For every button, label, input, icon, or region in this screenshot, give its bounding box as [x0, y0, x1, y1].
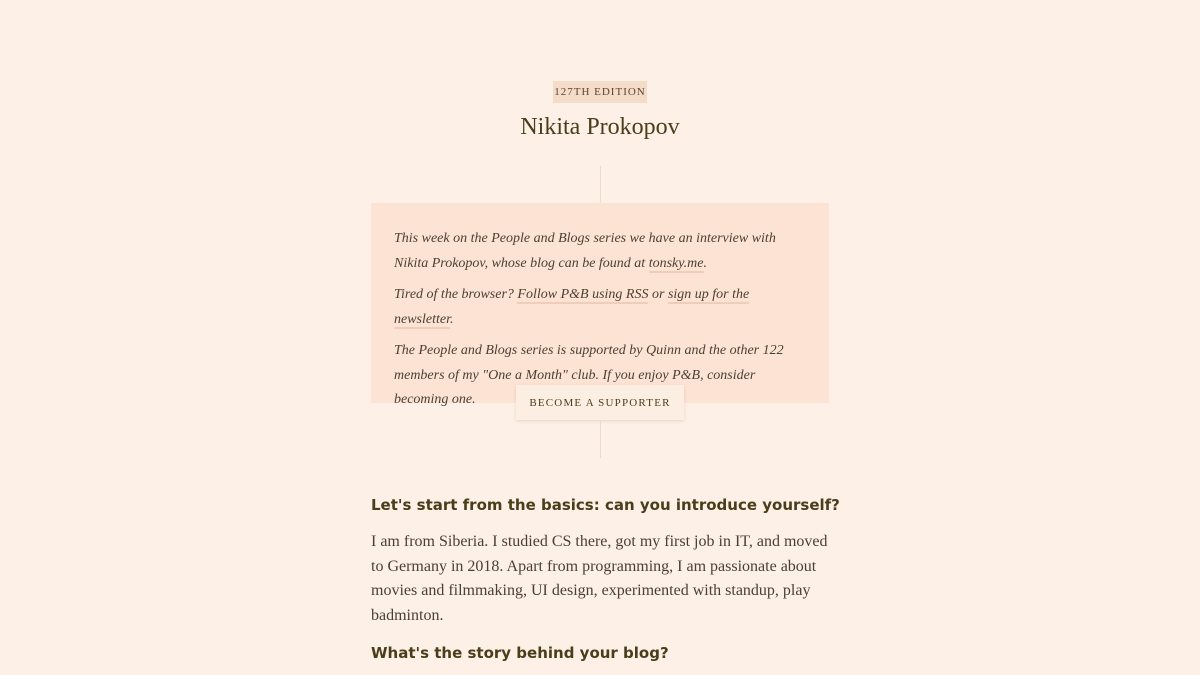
intro-paragraph-2: Tired of the browser? Follow P&B using RSS or sign up for the newsletter.: [394, 287, 750, 327]
intro-paragraph-1: This week on the People and Blogs series we have an interview with Nikita Prokopov, whose blog can be found at tonsky.me.: [394, 231, 776, 271]
question-heading-1: Let's start from the basics: can you introduce yourself?: [371, 496, 840, 514]
newsletter-link[interactable]: sign up for the newsletter: [394, 287, 750, 327]
question-heading-2: What's the story behind your blog?: [371, 644, 669, 662]
answer-paragraph-1: I am from Siberia. I studied CS there, got my first job in IT, and moved to Germany in 2018. Apart from programming, I am passionate about movies and filmmaking, UI design, experimented with standup, play badminton.: [371, 533, 828, 624]
become-supporter-button[interactable]: BECOME A SUPPORTER: [516, 385, 684, 420]
blog-link[interactable]: tonsky.me: [648, 255, 704, 271]
intro-paragraph-3: The People and Blogs series is supported by Quinn and the other 122 members of my "One a Month" club. If you enjoy P&B, consider becoming one.: [394, 343, 784, 407]
divider-line-bottom: [600, 420, 601, 458]
intro-box: [371, 203, 829, 407]
page-title: Nikita Prokopov: [520, 114, 680, 140]
divider-line-top: [600, 166, 601, 204]
edition-badge: 127TH EDITION: [553, 81, 647, 103]
rss-link[interactable]: Follow P&B using RSS: [517, 287, 649, 302]
